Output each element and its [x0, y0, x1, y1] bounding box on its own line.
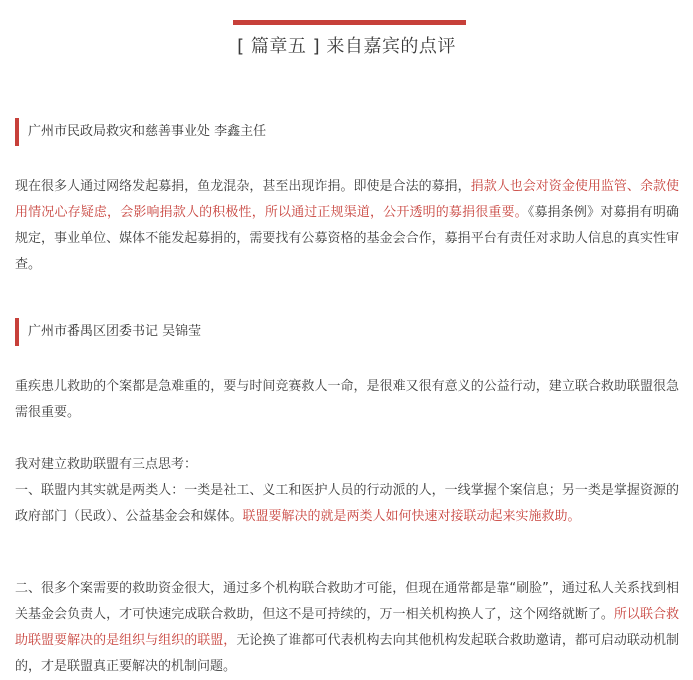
speaker2-point-1	[15, 478, 679, 530]
speaker1-comment-text-a: 现在很多人通过网络发起募捐，鱼龙混杂，甚至出现诈捐。即使是合法的募捐，	[15, 179, 471, 194]
chapter-top-bar	[233, 20, 466, 25]
speaker1-comment	[15, 174, 679, 278]
speaker2-point-1-text: 一、联盟内其实就是两类人：一类是社工、义工和医护人员的行动派的人，一线掌握个案信息；另一类是掌握资源的政府部门（民政）、公益基金会和媒体。	[15, 483, 679, 524]
speaker-heading-1: 广州市民政局救灾和慈善事业处 李鑫主任	[15, 118, 688, 146]
chapter-title: [ 篇章五 ] 来自嘉宾的点评	[237, 36, 456, 57]
speaker1-comment-text-b: 《募捐条例》对募捐有明确规定，事业单位、媒体不能发起募捐的，需要找有公募资格的基金会合作，募捐平台有责任对求助人信息的真实性审查。	[15, 205, 679, 272]
speaker2-point-2-highlight: 所以联合救助联盟要解决的是组织与组织的联盟，	[15, 607, 679, 648]
speaker1-comment-highlight: 捐款人也会对资金使用监管、余款使用情况心存疑虑，会影响捐款人的积极性，所以通过正规渠道，公开透明的募捐很重要。	[15, 179, 679, 220]
speaker2-point-1-highlight: 联盟要解决的就是两类人如何快速对接联动起来实施救助。	[242, 509, 581, 524]
speaker2-point-2	[15, 576, 679, 680]
speaker2-point-2-text-a: 二、很多个案需要的救助资金很大，通过多个机构联合救助才可能，但现在通常都是靠“刷脸”，通过私人关系找到相关基金会负责人，才可快速完成联合救助，但这不是可持续的，万一相关机构换人了，这个网络就断了。	[15, 581, 679, 622]
speaker2-point-2-text-b: 无论换了谁都可代表机构去向其他机构发起联合救助邀请，都可启动联动机制的，才是联盟真正要解决的机制问题。	[15, 633, 679, 674]
speaker2-intro: 重疾患儿救助的个案都是急难重的，要与时间竞赛救人一命，是很难又很有意义的公益行动，建立联合救助联盟很急需很重要。	[15, 379, 679, 420]
speaker-heading-2: 广州市番禺区团委书记 吴锦莹	[15, 318, 688, 346]
speaker2-thoughts-lead: 我对建立救助联盟有三点思考：	[15, 457, 198, 472]
